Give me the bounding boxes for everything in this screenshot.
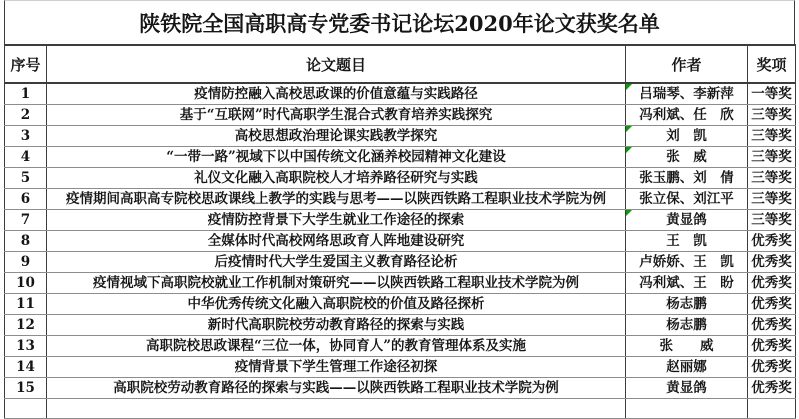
cell-author xyxy=(626,252,748,273)
cell-author xyxy=(626,126,748,147)
cell-corner-marker-icon xyxy=(626,210,632,216)
table-row-partial xyxy=(5,399,796,419)
author-text: 黄显鸽 xyxy=(666,212,707,228)
cell-serial-number xyxy=(5,399,47,419)
table-row xyxy=(5,315,796,336)
author-text: 冯利斌、任 欣 xyxy=(639,107,734,123)
cell-paper-title: 后疫情时代大学生爱国主义教育路径论析 xyxy=(47,252,626,273)
cell-paper-title: 礼仪文化融入高职院校人才培养路径研究与实践 xyxy=(47,168,626,189)
table-row xyxy=(5,126,796,147)
table-row xyxy=(5,231,796,252)
cell-paper-title: 新时代高职院校劳动教育路径的探索与实践 xyxy=(47,315,626,336)
cell-award: 一等奖 xyxy=(748,83,796,105)
cell-serial-number: 12 xyxy=(5,315,47,336)
cell-paper-title: 全媒体时代高校网络思政育人阵地建设研究 xyxy=(47,231,626,252)
cell-award: 优秀奖 xyxy=(748,378,796,399)
cell-author xyxy=(626,168,748,189)
table-row xyxy=(5,273,796,294)
cell-author xyxy=(626,336,748,357)
cell-paper-title: 疫情防控背景下大学生就业工作途径的探索 xyxy=(47,210,626,231)
table-row xyxy=(5,189,796,210)
cell-author xyxy=(626,83,748,105)
cell-serial-number: 9 xyxy=(5,252,47,273)
cell-award: 优秀奖 xyxy=(748,273,796,294)
cell-author xyxy=(626,273,748,294)
cell-paper-title: 中华优秀传统文化融入高职院校的价值及路径探析 xyxy=(47,294,626,315)
cell-serial-number: 13 xyxy=(5,336,47,357)
document-title: 陕铁院全国高职高专党委书记论坛2020年论文获奖名单 xyxy=(4,0,795,44)
cell-award: 优秀奖 xyxy=(748,336,796,357)
cell-author xyxy=(626,189,748,210)
cell-award: 三等奖 xyxy=(748,126,796,147)
cell-award: 优秀奖 xyxy=(748,357,796,378)
cell-serial-number: 3 xyxy=(5,126,47,147)
cell-serial-number: 10 xyxy=(5,273,47,294)
cell-serial-number: 1 xyxy=(5,83,47,105)
cell-author xyxy=(626,357,748,378)
cell-serial-number: 8 xyxy=(5,231,47,252)
table-row xyxy=(5,378,796,399)
cell-award: 优秀奖 xyxy=(748,231,796,252)
col-header-author: 作者 xyxy=(626,45,748,83)
cell-award: 优秀奖 xyxy=(748,294,796,315)
table-row xyxy=(5,294,796,315)
table-row xyxy=(5,83,796,105)
col-header-title: 论文题目 xyxy=(47,45,626,83)
cell-award: 优秀奖 xyxy=(748,315,796,336)
cell-author xyxy=(626,210,748,231)
cell-author xyxy=(626,105,748,126)
cell-serial-number: 11 xyxy=(5,294,47,315)
cell-paper-title: 疫情视域下高职院校就业工作机制对策研究——以陕西铁路工程职业技术学院为例 xyxy=(47,273,626,294)
cell-serial-number: 15 xyxy=(5,378,47,399)
author-text: 赵丽娜 xyxy=(666,359,707,375)
author-text: 杨志鹏 xyxy=(666,317,707,333)
cell-paper-title: 疫情背景下学生管理工作途径初探 xyxy=(47,357,626,378)
author-text: 吕瑞琴、李新萍 xyxy=(639,86,734,102)
cell-serial-number: 2 xyxy=(5,105,47,126)
table-row xyxy=(5,210,796,231)
author-text: 张玉鹏、刘 倩 xyxy=(639,170,734,186)
cell-award: 三等奖 xyxy=(748,168,796,189)
cell-serial-number: 6 xyxy=(5,189,47,210)
awards-sheet xyxy=(4,0,795,419)
cell-paper-title: 高职院校劳动教育路径的探索与实践——以陕西铁路工程职业技术学院为例 xyxy=(47,378,626,399)
table-row xyxy=(5,336,796,357)
cell-serial-number: 4 xyxy=(5,147,47,168)
cell-paper-title: 高校思想政治理论课实践教学探究 xyxy=(47,126,626,147)
author-text: 张立保、刘江平 xyxy=(639,191,734,207)
table-body xyxy=(5,83,796,419)
cell-paper-title: 疫情期间高职高专院校思政课线上教学的实践与思考——以陕西铁路工程职业技术学院为例 xyxy=(47,189,626,210)
author-text: 刘 凯 xyxy=(666,128,707,144)
cell-award: 三等奖 xyxy=(748,105,796,126)
table-row xyxy=(5,168,796,189)
cell-corner-marker-icon xyxy=(626,126,632,132)
cell-author xyxy=(626,378,748,399)
cell-paper-title: “一带一路”视域下以中国传统文化涵养校园精神文化建设 xyxy=(47,147,626,168)
cell-award: 优秀奖 xyxy=(748,252,796,273)
cell-author xyxy=(626,231,748,252)
table-row xyxy=(5,357,796,378)
cell-paper-title: 疫情防控融入高校思政课的价值意蕴与实践路径 xyxy=(47,83,626,105)
author-text: 张 威 xyxy=(666,149,707,165)
cell-award: 三等奖 xyxy=(748,210,796,231)
cell-paper-title: 高职院校思政课程“三位一体，协同育人”的教育管理体系及实施 xyxy=(47,336,626,357)
cell-paper-title: 基于“互联网”时代高职学生混合式教育培养实践探究 xyxy=(47,105,626,126)
header-row xyxy=(5,45,796,83)
col-header-no: 序号 xyxy=(5,45,47,83)
author-text: 冯利斌、王 盼 xyxy=(639,275,734,291)
author-text: 王 凯 xyxy=(666,233,707,249)
table-row xyxy=(5,105,796,126)
cell-author xyxy=(626,399,748,419)
cell-author xyxy=(626,147,748,168)
awards-table xyxy=(4,44,796,419)
author-text: 张 威 xyxy=(659,338,714,354)
cell-award xyxy=(748,399,796,419)
author-text: 黄显鸽 xyxy=(666,380,707,396)
cell-serial-number: 7 xyxy=(5,210,47,231)
author-text: 卢娇娇、王 凯 xyxy=(639,254,734,270)
table-row xyxy=(5,147,796,168)
cell-serial-number: 14 xyxy=(5,357,47,378)
cell-author xyxy=(626,315,748,336)
cell-award: 三等奖 xyxy=(748,189,796,210)
author-text: 杨志鹏 xyxy=(666,296,707,312)
col-header-award: 奖项 xyxy=(748,45,796,83)
table-row xyxy=(5,252,796,273)
cell-author xyxy=(626,294,748,315)
cell-award: 三等奖 xyxy=(748,147,796,168)
cell-corner-marker-icon xyxy=(626,147,632,153)
cell-corner-marker-icon xyxy=(626,84,632,90)
cell-paper-title xyxy=(47,399,626,419)
cell-serial-number: 5 xyxy=(5,168,47,189)
